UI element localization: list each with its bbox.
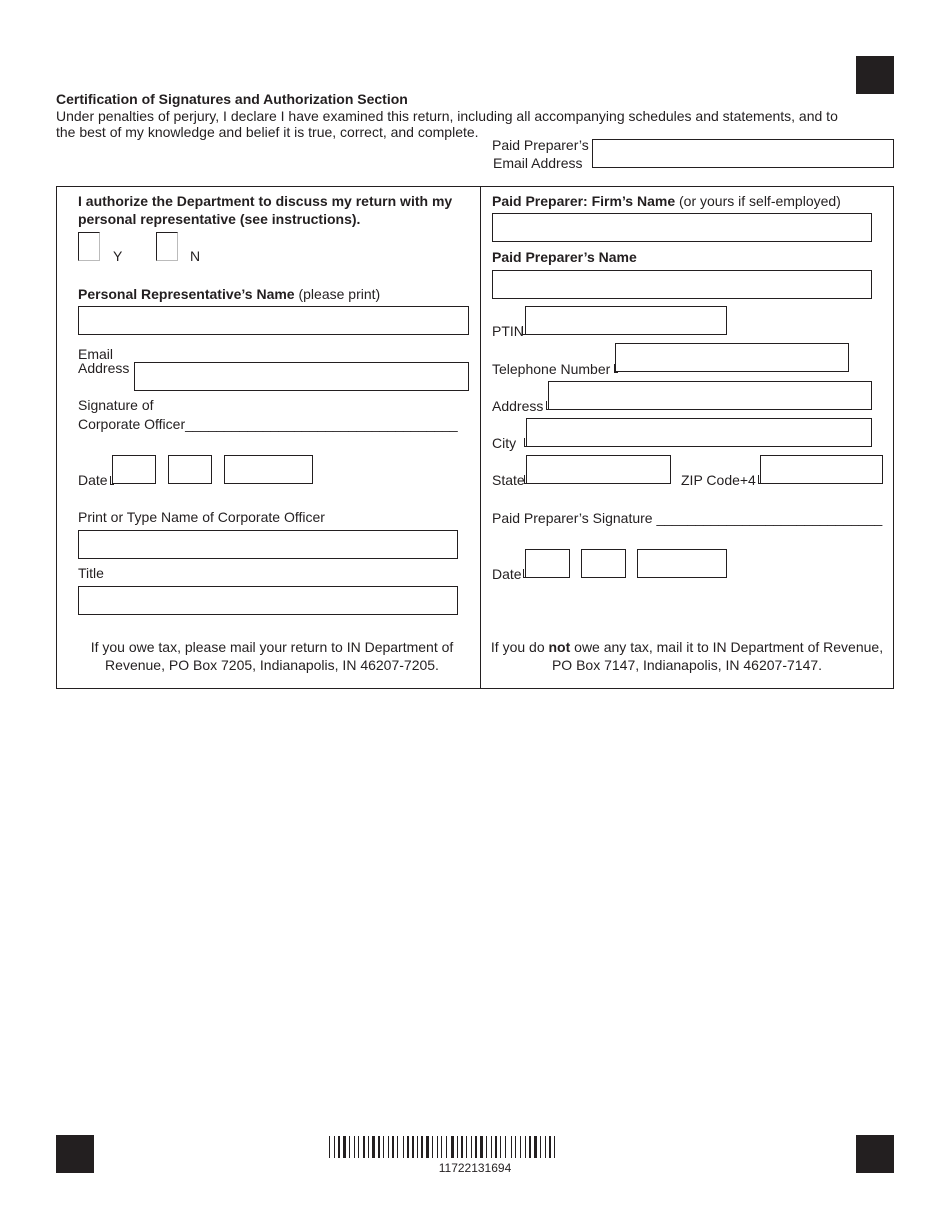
barcode-bar xyxy=(554,1136,555,1158)
preparer-date-label: Date xyxy=(492,566,522,582)
preparer-signature-line[interactable]: _____________________________ xyxy=(656,510,883,526)
preparer-signature-label: Paid Preparer’s Signature _____________________________ xyxy=(492,510,883,526)
authorize-no-label: N xyxy=(190,248,201,264)
preparer-email-label-1: Paid Preparer’s xyxy=(492,137,589,153)
officer-date-day-field[interactable] xyxy=(168,455,212,484)
authorize-yes-checkbox[interactable] xyxy=(78,232,100,261)
authorize-text-line-1: I authorize the Department to discuss my return with my xyxy=(78,193,453,209)
state-field[interactable] xyxy=(526,455,671,484)
officer-title-label: Title xyxy=(78,565,104,581)
rep-name-field[interactable] xyxy=(78,306,469,335)
barcode-bar xyxy=(343,1136,346,1158)
authorize-yes-label: Y xyxy=(113,248,123,264)
barcode-bar xyxy=(426,1136,429,1158)
barcode-bar xyxy=(515,1136,516,1158)
barcode-bar xyxy=(441,1136,442,1158)
barcode-bar xyxy=(334,1136,335,1158)
barcode-bar xyxy=(417,1136,418,1158)
firm-name-field[interactable] xyxy=(492,213,872,242)
barcode-bar xyxy=(466,1136,467,1158)
barcode-bar xyxy=(545,1136,546,1158)
barcode-bar xyxy=(457,1136,458,1158)
barcode-bar xyxy=(388,1136,389,1158)
barcode-bar xyxy=(383,1136,384,1158)
firm-name-label: Paid Preparer: Firm’s Name (or yours if self-employed) xyxy=(492,193,841,209)
barcode-bar xyxy=(534,1136,537,1158)
mail-if-not-owe-text xyxy=(484,639,890,674)
rep-email-label-2: Address xyxy=(78,360,130,376)
authorize-no-checkbox[interactable] xyxy=(156,232,178,261)
officer-date-month-field[interactable] xyxy=(112,455,156,484)
declaration-line-1: Under penalties of perjury, I declare I have examined this return, including all accompanying schedules and statements, and to xyxy=(56,108,838,124)
rep-email-label-1: Email xyxy=(78,346,114,362)
barcode-bar xyxy=(525,1136,526,1158)
preparer-name-label: Paid Preparer’s Name xyxy=(492,249,637,265)
barcode-bar xyxy=(495,1136,497,1158)
city-label: City xyxy=(492,435,517,451)
barcode-bar xyxy=(368,1136,369,1158)
preparer-date-day-field[interactable] xyxy=(581,549,626,578)
mail-if-not-owe-line-2: PO Box 7147, Indianapolis, IN 46207-7147. xyxy=(551,657,823,673)
mail-if-not-owe-line-1: If you do not owe any tax, mail it to IN Department of Revenue, xyxy=(490,639,884,655)
barcode-bar xyxy=(500,1136,501,1158)
preparer-email-field[interactable] xyxy=(592,139,894,168)
column-divider xyxy=(480,186,481,689)
barcode-bar xyxy=(461,1136,463,1158)
barcode-bar xyxy=(486,1136,487,1158)
barcode-bar xyxy=(505,1136,506,1158)
barcode-bar xyxy=(338,1136,340,1158)
barcode-bar xyxy=(392,1136,394,1158)
barcode-bar xyxy=(412,1136,414,1158)
preparer-date-month-field[interactable] xyxy=(525,549,570,578)
barcode-bar xyxy=(437,1136,438,1158)
telephone-field[interactable] xyxy=(615,343,849,372)
rep-name-label: Personal Representative’s Name (please print) xyxy=(78,286,381,302)
barcode-bar xyxy=(407,1136,409,1158)
preparer-date-year-field[interactable] xyxy=(637,549,727,578)
barcode-bar xyxy=(520,1136,521,1158)
barcode-bar xyxy=(358,1136,359,1158)
barcode-bar xyxy=(403,1136,404,1158)
barcode-bar xyxy=(529,1136,531,1158)
ptin-field[interactable] xyxy=(525,306,727,335)
barcode-bar xyxy=(378,1136,380,1158)
barcode-bar xyxy=(363,1136,365,1158)
mail-if-owe-line-1: If you owe tax, please mail your return to IN Department of xyxy=(90,639,454,655)
officer-date-label: Date xyxy=(78,472,108,488)
officer-date-year-field[interactable] xyxy=(224,455,313,484)
preparer-address-label: Address xyxy=(492,398,544,414)
barcode-bar xyxy=(491,1136,492,1158)
mail-if-owe-text xyxy=(70,639,474,674)
ptin-label: PTIN xyxy=(492,323,524,339)
barcode-bar xyxy=(446,1136,447,1158)
rep-email-field[interactable] xyxy=(134,362,469,391)
authorize-text-line-2: personal representative (see instructions). xyxy=(78,211,361,227)
zip-field[interactable] xyxy=(760,455,883,484)
barcode-bar xyxy=(354,1136,355,1158)
telephone-label: Telephone Number xyxy=(492,361,611,377)
officer-title-field[interactable] xyxy=(78,586,458,615)
officer-signature-line[interactable]: ___________________________________ xyxy=(185,416,458,432)
barcode-bar xyxy=(349,1136,350,1158)
zip-label: ZIP Code+4 xyxy=(681,472,756,488)
preparer-email-label-2: Email Address xyxy=(493,155,583,171)
barcode-bar xyxy=(540,1136,541,1158)
barcode-bar xyxy=(451,1136,454,1158)
barcode-bar xyxy=(475,1136,477,1158)
barcode-bar xyxy=(329,1136,330,1158)
barcode-bar xyxy=(432,1136,433,1158)
officer-print-name-field[interactable] xyxy=(78,530,458,559)
section-title: Certification of Signatures and Authorization Section xyxy=(56,91,408,107)
barcode-bar xyxy=(372,1136,375,1158)
mail-if-owe-line-2: Revenue, PO Box 7205, Indianapolis, IN 46207-7205. xyxy=(105,657,439,673)
barcode xyxy=(329,1136,621,1158)
barcode-bar xyxy=(480,1136,483,1158)
registration-mark-top-right xyxy=(856,56,894,94)
officer-print-name-label: Print or Type Name of Corporate Officer xyxy=(78,509,325,525)
barcode-bar xyxy=(397,1136,398,1158)
officer-signature-label-1: Signature of xyxy=(78,397,154,413)
officer-signature-label-2: Corporate Officer___________________________________ xyxy=(78,416,458,432)
barcode-bar xyxy=(549,1136,551,1158)
preparer-name-field[interactable] xyxy=(492,270,872,299)
preparer-address-field[interactable] xyxy=(548,381,872,410)
barcode-number: 11722131694 xyxy=(438,1161,512,1175)
declaration-line-2: the best of my knowledge and belief it is true, correct, and complete. xyxy=(56,124,479,140)
city-field[interactable] xyxy=(526,418,872,447)
barcode-bar xyxy=(421,1136,423,1158)
barcode-bar xyxy=(471,1136,472,1158)
state-label: State xyxy=(492,472,525,488)
barcode-bar xyxy=(511,1136,512,1158)
